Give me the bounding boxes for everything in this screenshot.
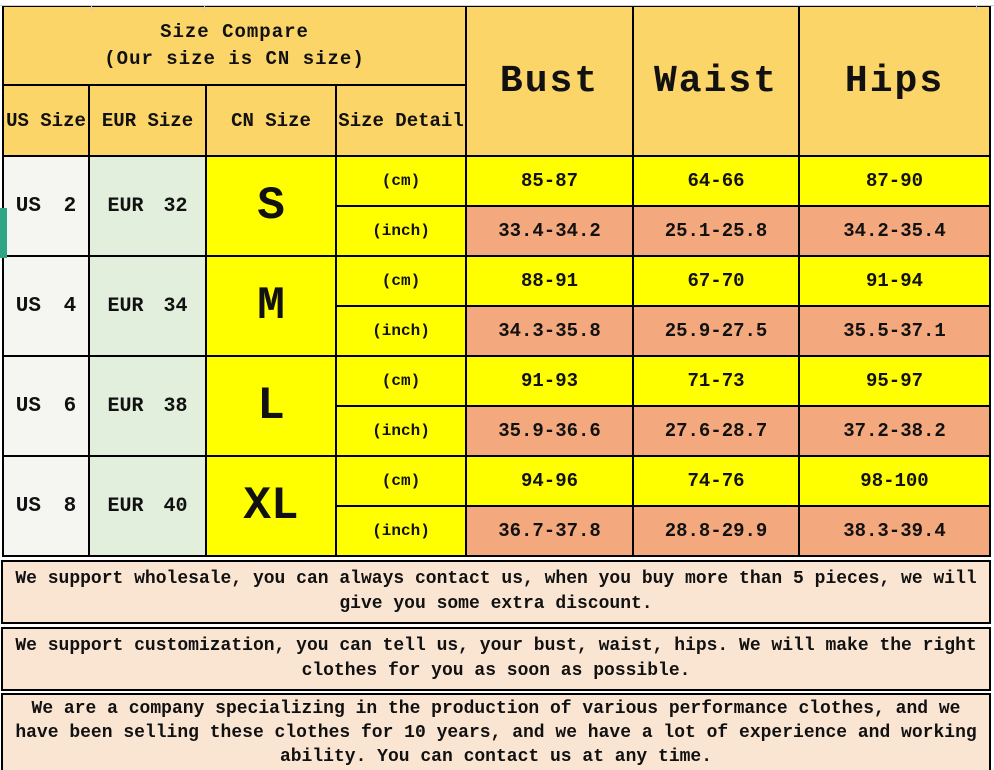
table-row-xl-cm: [3, 456, 990, 506]
hips-inch-value: 37.2-38.2: [799, 406, 990, 456]
column-header-size-detail: Size Detail: [336, 85, 466, 156]
size-chart-table: [2, 5, 991, 557]
note-customization: We support customization, you can tell us, your bust, waist, hips. We will make the right clothes for you as soon as possible.: [1, 627, 991, 691]
unit-inch-label: (inch): [336, 206, 466, 256]
unit-inch-label: (inch): [336, 506, 466, 556]
eur-size-value: EUR 34: [89, 256, 206, 356]
waist-inch-value: 27.6-28.7: [633, 406, 799, 456]
waist-cm-value: 74-76: [633, 456, 799, 506]
hips-cm-value: 98-100: [799, 456, 990, 506]
chart-title-line1: Size Compare: [160, 20, 309, 43]
chart-title-line2: (Our size is CN size): [104, 47, 365, 70]
cn-size-value: M: [206, 256, 336, 356]
column-header-eur-size: EUR Size: [89, 85, 206, 156]
cn-size-value: L: [206, 356, 336, 456]
hips-inch-value: 34.2-35.4: [799, 206, 990, 256]
spreadsheet-gridline: [204, 6, 205, 11]
us-size-value: US 2: [3, 156, 89, 256]
eur-size-value: EUR 32: [89, 156, 206, 256]
waist-inch-value: 28.8-29.9: [633, 506, 799, 556]
hips-cm-value: 95-97: [799, 356, 990, 406]
waist-cm-value: 71-73: [633, 356, 799, 406]
cn-size-value: XL: [206, 456, 336, 556]
waist-inch-value: 25.1-25.8: [633, 206, 799, 256]
table-row-s-cm: [3, 156, 990, 206]
left-edge-accent-strip: [0, 208, 7, 258]
spreadsheet-gridline: [976, 6, 977, 11]
bust-cm-value: 94-96: [466, 456, 633, 506]
eur-size-value: EUR 38: [89, 356, 206, 456]
bust-cm-value: 85-87: [466, 156, 633, 206]
table-row-l-cm: [3, 356, 990, 406]
hips-cm-value: 91-94: [799, 256, 990, 306]
unit-inch-label: (inch): [336, 306, 466, 356]
bust-inch-value: 35.9-36.6: [466, 406, 633, 456]
bust-cm-value: 88-91: [466, 256, 633, 306]
hips-inch-value: 38.3-39.4: [799, 506, 990, 556]
column-header-us-size: US Size: [3, 85, 89, 156]
column-header-bust: Bust: [466, 6, 633, 156]
unit-cm-label: (cm): [336, 456, 466, 506]
waist-cm-value: 64-66: [633, 156, 799, 206]
unit-cm-label: (cm): [336, 156, 466, 206]
unit-cm-label: (cm): [336, 256, 466, 306]
cn-size-value: S: [206, 156, 336, 256]
us-size-value: US 4: [3, 256, 89, 356]
size-chart-page: [0, 5, 994, 770]
us-size-value: US 8: [3, 456, 89, 556]
chart-title-cell: [3, 6, 466, 85]
hips-inch-value: 35.5-37.1: [799, 306, 990, 356]
column-header-hips: Hips: [799, 6, 990, 156]
unit-inch-label: (inch): [336, 406, 466, 456]
bust-cm-value: 91-93: [466, 356, 633, 406]
column-header-waist: Waist: [633, 6, 799, 156]
spreadsheet-gridline: [91, 6, 92, 11]
waist-cm-value: 67-70: [633, 256, 799, 306]
title-row: [3, 6, 990, 85]
bust-inch-value: 33.4-34.2: [466, 206, 633, 256]
column-header-cn-size: CN Size: [206, 85, 336, 156]
spreadsheet-grid-strip: [0, 5, 994, 10]
hips-cm-value: 87-90: [799, 156, 990, 206]
unit-cm-label: (cm): [336, 356, 466, 406]
note-company-info: We are a company specializing in the production of various performance clothes, and we have been selling these clothes for 10 years, and we have a lot of experience and working ability. You can contact us at any time.: [1, 693, 991, 770]
bust-inch-value: 34.3-35.8: [466, 306, 633, 356]
eur-size-value: EUR 40: [89, 456, 206, 556]
bust-inch-value: 36.7-37.8: [466, 506, 633, 556]
table-row-m-cm: [3, 256, 990, 306]
note-wholesale: We support wholesale, you can always contact us, when you buy more than 5 pieces, we will give you some extra discount.: [1, 560, 991, 624]
waist-inch-value: 25.9-27.5: [633, 306, 799, 356]
us-size-value: US 6: [3, 356, 89, 456]
